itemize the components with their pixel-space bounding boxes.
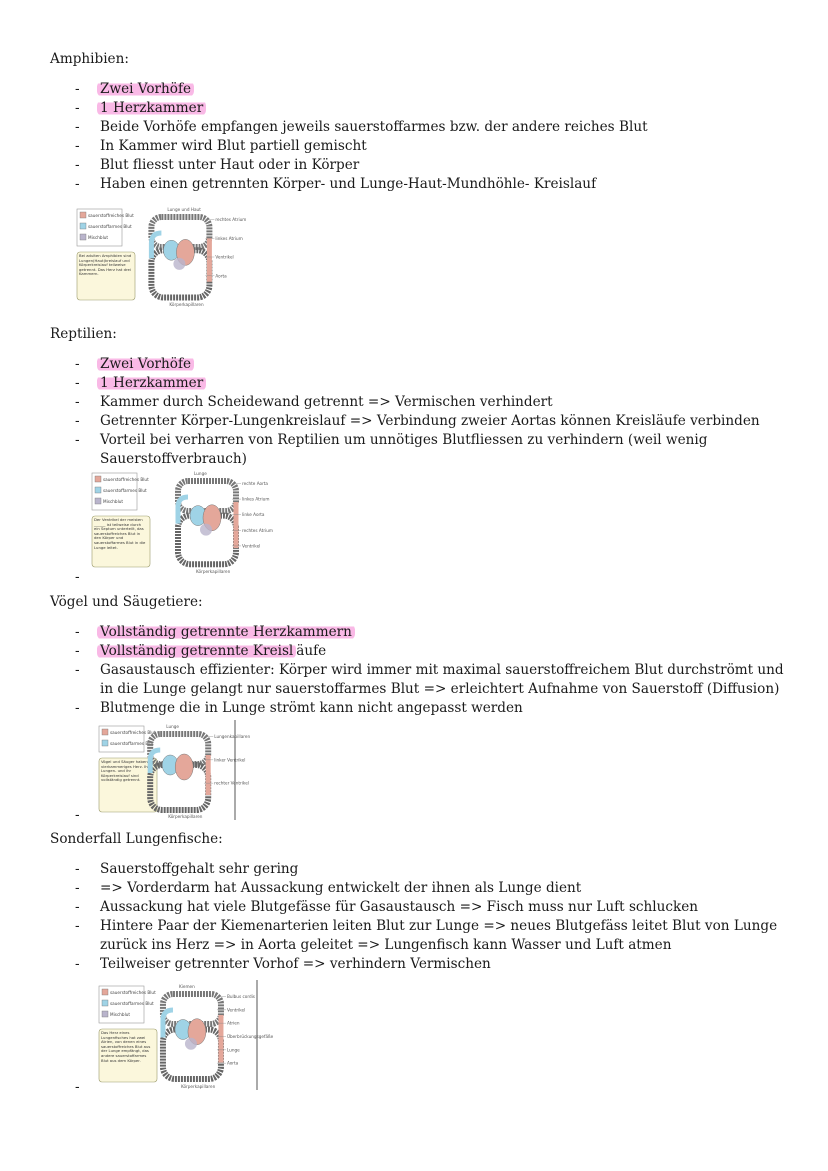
caption-text: Bei adulten Amphibien sind Lungen(Haut)kreislauf und Körperkreislauf teilweise getrennt. Das Herz hat drei Kammern. [79, 253, 132, 277]
list-item [50, 661, 788, 699]
bullet-list [50, 80, 788, 194]
empty-bullet: - [75, 569, 80, 585]
diagram-label: Lunge [194, 471, 207, 476]
diagram-label: Körperkapillaren [168, 814, 203, 819]
empty-bullet: - [75, 1079, 80, 1095]
empty-bullet: - [75, 807, 80, 823]
legend-swatch [80, 234, 86, 240]
item-text: In Kammer wird Blut partiell gemischt [100, 138, 367, 154]
item-text: Blutmenge die in Lunge strömt kann nicht angepasst werden [100, 700, 523, 716]
item-text: Hintere Paar der Kiemenarterien leiten Blut zur Lunge => neues Blutgefäss leitet Blut von Lunge zurück ins Herz => in Aorta geleitet => Lungenfisch kann Wasser und Luft atmen [100, 918, 778, 953]
section-heading: Reptilien: [50, 326, 117, 342]
diagram-label: rechtes Atrium [215, 217, 247, 222]
legend-label: sauerstoffarmes Blut [110, 1001, 154, 1006]
legend-swatch [102, 1000, 108, 1006]
legend-label: Mischblut [110, 1012, 131, 1017]
list-item [50, 80, 788, 99]
circulation-diagram [75, 203, 255, 308]
highlighted-text: 1 Herzkammer [97, 100, 206, 116]
list-item [50, 118, 788, 137]
legend-swatch [95, 487, 101, 493]
diagram-label: Ventrikel [226, 1007, 246, 1013]
list-item [50, 623, 788, 642]
legend-label: sauerstoffreiches Blut [110, 730, 156, 735]
heart-left-icon [175, 754, 193, 780]
diagram-label: Körperkapillaren [196, 569, 231, 574]
section-4 [50, 830, 788, 974]
item-text: Kammer durch Scheidewand getrennt => Vermischen verhindert [100, 394, 553, 410]
list-item [50, 355, 788, 374]
item-text: Aussackung hat viele Blutgefässe für Gasaustausch => Fisch muss nur Luft schlucken [100, 899, 699, 915]
diagram-label: rechtes Atrium [242, 527, 273, 533]
list-item [50, 393, 788, 412]
diagram-label: Lunge und Haut [167, 207, 201, 212]
circulation-diagram [97, 980, 274, 1090]
highlighted-text: Vollständig getrennte Herzkammern [97, 624, 355, 640]
list-item [50, 374, 788, 393]
legend-swatch [102, 740, 108, 746]
diagram-label: rechter Ventrikel [214, 780, 249, 786]
highlighted-text: Vollständig getrennte Kreisl [97, 643, 296, 659]
legend-swatch [80, 223, 86, 229]
diagram-label: Lungenkapillaren [214, 734, 251, 739]
legend-label: sauerstoffarmes Blut [103, 488, 147, 493]
item-text: Blut fliesst unter Haut oder in Körper [100, 157, 360, 173]
item-text: Teilweiser getrennter Vorhof => verhindern Vermischen [100, 956, 491, 972]
diagram-label: Lunge [166, 724, 180, 729]
legend-swatch [80, 212, 86, 218]
item-text: Getrennter Körper-Lungenkreislauf => Verbindung zweier Aortas können Kreisläufe verbinden [100, 413, 760, 429]
section-3 [50, 593, 788, 718]
legend-label: Mischblut [88, 235, 109, 240]
diagram-label: Aorta [226, 1060, 239, 1066]
diagram-label: Lunge [226, 1047, 240, 1053]
legend-label: sauerstoffreiches Blut [110, 990, 156, 995]
circulation-diagram [90, 467, 290, 575]
legend-swatch [95, 498, 101, 504]
list-item [50, 431, 788, 469]
diagram-label: Bulbus cordis [226, 994, 255, 999]
caption-text: Vögel und Säuger haben ein vierkammeriges Herz. Ihr Lungen- und ihr Körperkreislauf sind vollständig getrennt. [101, 759, 155, 783]
legend-label: sauerstoffreiches Blut [103, 477, 149, 482]
section-1 [50, 50, 788, 194]
item-text: => Vorderdarm hat Aussackung entwickelt der ihnen als Lunge dient [100, 880, 582, 896]
list-item [50, 99, 788, 118]
heart-mixed-icon [173, 258, 185, 270]
highlighted-text: Zwei Vorhöfe [97, 356, 194, 372]
circulation-diagram [97, 720, 251, 820]
diagram-label: Kiemen [178, 984, 195, 989]
legend-label: Mischblut [103, 499, 124, 504]
diagram-label: Überbrückungsgefäße [226, 1034, 274, 1039]
caption-text: Das Herz eines Lungenfisches hat zwei Atrien, von denen eines sauerstoffreiches Blut aus der Lunge empfängt, das andere sauerstoffarmes Blut aus dem Körper. [101, 1030, 151, 1063]
legend-label: sauerstoffarmes Blut [88, 224, 132, 229]
bullet-list [50, 860, 788, 974]
section-heading: Sonderfall Lungenfische: [50, 831, 223, 847]
item-text: Vorteil bei verharren von Reptilien um unnötiges Blutfliessen zu verhindern (weil wenig Sauerstoffverbrauch) [100, 432, 708, 467]
diagram-label: rechte Aorta [242, 481, 268, 486]
highlighted-text: 1 Herzkammer [97, 375, 206, 391]
section-2 [50, 325, 788, 469]
highlighted-text: Zwei Vorhöfe [97, 81, 194, 97]
bullet-list [50, 355, 788, 469]
caption-text: Der Ventrikel der meisten ______ ist teilweise durch ein Septum unterteilt, das sauerstoffreiches Blut in den Körper und sauerstoffarmes Blut in die Lunge leitet. [94, 517, 146, 550]
diagram-label: linkes Atrium [242, 496, 270, 502]
list-item [50, 412, 788, 431]
legend-swatch [102, 729, 108, 735]
list-item [50, 898, 788, 917]
list-item [50, 860, 788, 879]
list-item [50, 156, 788, 175]
list-item [50, 955, 788, 974]
item-text: Haben einen getrennten Körper- und Lunge-Haut-Mundhöhle- Kreislauf [100, 176, 597, 192]
diagram-label: Ventrikel [215, 254, 234, 260]
list-item [50, 917, 788, 955]
item-text: Beide Vorhöfe empfangen jeweils sauerstoffarmes bzw. der andere reiches Blut [100, 119, 648, 135]
list-item [50, 175, 788, 194]
list-item [50, 137, 788, 156]
diagram-label: Körperkapillaren [180, 1084, 216, 1089]
item-text: Sauerstoffgehalt sehr gering [100, 861, 299, 877]
item-text: äufe [296, 643, 327, 659]
list-item [50, 699, 788, 718]
legend-swatch [95, 476, 101, 482]
diagram-label: linker Ventrikel [214, 757, 246, 763]
legend-label: sauerstoffarmes Blut [110, 741, 154, 746]
legend-swatch [102, 989, 108, 995]
diagram-label: linke Aorta [242, 512, 265, 518]
legend-swatch [102, 1011, 108, 1017]
section-heading: Amphibien: [50, 51, 129, 67]
list-item [50, 879, 788, 898]
diagram-label: Aorta [215, 273, 227, 279]
legend-label: sauerstoffreiches Blut [88, 213, 134, 218]
diagram-label: Ventrikel [242, 543, 261, 549]
bullet-list [50, 623, 788, 718]
heart-mixed-icon [185, 1038, 197, 1050]
item-text: Gasaustausch effizienter: Körper wird immer mit maximal sauerstoffreichem Blut durchströmt und in die Lunge gelangt nur sauerstoffarmes Blut => erleichtert Aufnahme von Sauerstoff (Diffusion) [100, 662, 784, 697]
section-heading: Vögel und Säugetiere: [50, 594, 203, 610]
diagram-label: Körperkapillaren [169, 302, 204, 307]
diagram-label: linkes Atrium [215, 235, 243, 241]
diagram-label: Atrien [226, 1020, 240, 1026]
heart-mixed-icon [200, 524, 212, 536]
list-item [50, 642, 788, 661]
